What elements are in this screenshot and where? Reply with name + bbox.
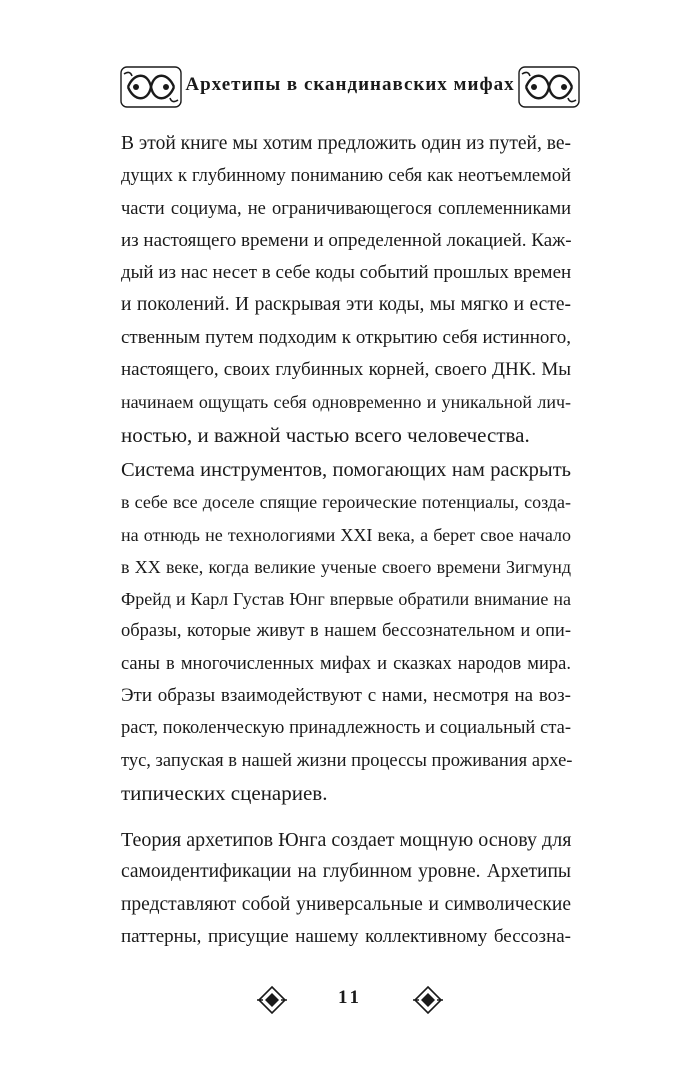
diamond-flourish-icon <box>255 985 289 1015</box>
page-number: 11 <box>338 987 362 1008</box>
text-line: Система инструментов, помогающих нам раскрыть <box>121 459 571 481</box>
running-header <box>120 64 580 110</box>
text-line: Теория архетипов Юнга создает мощную основу для <box>121 829 572 851</box>
paragraph-3 <box>121 824 571 953</box>
text-line: саны в многочисленных мифах и сказках народов мира. <box>121 653 571 674</box>
text-line: Фрейд и Карл Густав Юнг впервые обратили внимание на <box>121 589 571 610</box>
text-line: дый из нас несет в себе коды событий прошлых времен <box>121 262 572 284</box>
text-line: паттерны, присущие нашему коллективному бессозна- <box>121 925 571 947</box>
text-line: части социума, не ограничивающегося соплеменниками <box>121 198 571 219</box>
text-line: раст, поколенческую принадлежность и социальный ста- <box>121 718 571 739</box>
text-line: настоящего, своих глубинных корней, своего ДНК. Мы <box>121 359 571 381</box>
text-line: ностью, и важной частью всего человечества. <box>121 422 530 447</box>
text-line: на отнюдь не технологиями XXI века, а берет свое начало <box>121 524 571 545</box>
diamond-flourish-icon <box>411 985 445 1015</box>
text-line: в XX веке, когда великие ученые своего времени Зигмунд <box>121 556 571 577</box>
text-line: из настоящего времени и определенной локацией. Каж- <box>121 229 572 251</box>
text-line: начинаем ощущать себя одновременно и уникальной лич- <box>121 392 571 413</box>
text-line: В этой книге мы хотим предложить один из путей, ве- <box>121 133 571 154</box>
knotwork-ornament-icon <box>120 66 182 108</box>
text-line: тус, запуская в нашей жизни процессы проживания архе- <box>121 750 573 771</box>
knotwork-ornament-icon <box>518 66 580 108</box>
text-line: представляют собой универсальные и символические <box>121 893 571 915</box>
paragraph-2 <box>121 454 571 809</box>
text-line: самоидентификации на глубинном уровне. Архетипы <box>121 861 571 883</box>
page-footer <box>255 985 445 1015</box>
text-line: в себе все доселе спящие героические потенциалы, созда- <box>121 492 571 513</box>
paragraph-1 <box>121 128 571 451</box>
text-line: типических сценариев. <box>121 780 328 805</box>
text-line: образы, которые живут в нашем бессознательном и опи- <box>121 621 571 642</box>
text-line: Эти образы взаимодействуют с нами, несмотря на воз- <box>121 685 571 707</box>
text-line: ственным путем подходим к открытию себя истинного, <box>121 326 571 348</box>
text-line: дущих к глубинному пониманию себя как неотъемлемой <box>121 166 571 187</box>
running-header-title: Архетипы в скандинавских мифах <box>185 74 515 95</box>
text-line: и поколений. И раскрывая эти коды, мы мягко и есте- <box>121 294 571 316</box>
